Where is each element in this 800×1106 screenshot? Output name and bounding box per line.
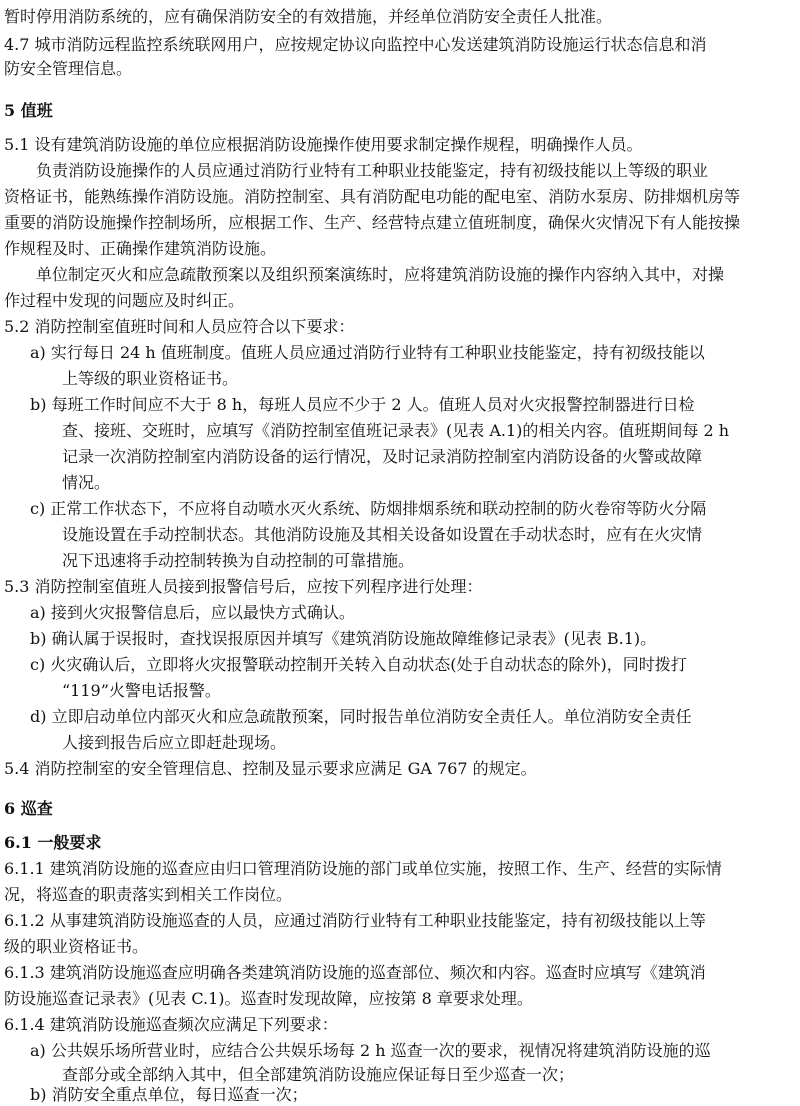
- list-item-a: a) 实行每日 24 h 值班制度。值班人员应通过消防行业特有工种职业技能鉴定，持有初级技能以: [30, 343, 705, 362]
- text-line: 记录一次消防控制室内消防设备的运行情况，及时记录消防控制室内消防设备的火警或故障: [62, 447, 703, 466]
- subsection-heading-6-1: 6.1 一般要求: [4, 833, 102, 852]
- list-item-d: d) 立即启动单位内部灭火和应急疏散预案，同时报告单位消防安全责任人。单位消防安全责任: [30, 707, 692, 726]
- clause-6-1-2: 6.1.2 从事建筑消防设施巡查的人员，应通过消防行业特有工种职业技能鉴定，持有初级技能以上等: [4, 911, 706, 930]
- clause-6-1-4: 6.1.4 建筑消防设施巡查频次应满足下列要求：: [4, 1015, 338, 1034]
- clause-4-7: 4.7 城市消防远程监控系统联网用户，应按规定协议向监控中心发送建筑消防设施运行状态信息和消: [4, 35, 707, 54]
- text-line: 查部分或全部纳入其中，但全部建筑消防设施应保证每日至少巡查一次；: [62, 1065, 575, 1084]
- text-line: 上等级的职业资格证书。: [62, 369, 239, 388]
- section-heading-5: 5 值班: [4, 101, 53, 120]
- clause-5-2: 5.2 消防控制室值班时间和人员应符合以下要求：: [4, 317, 355, 336]
- text-line: 级的职业资格证书。: [4, 937, 149, 956]
- text-line: 设施设置在手动控制状态。其他消防设施及其相关设备如设置在手动状态时，应有在火灾情: [62, 525, 703, 544]
- section-heading-6: 6 巡查: [4, 799, 53, 818]
- text-line: 防设施巡查记录表》(见表 C.1)。巡查时发现故障，应按第 8 章要求处理。: [4, 989, 533, 1008]
- text-line: 暂时停用消防系统的，应有确保消防安全的有效措施，并经单位消防安全责任人批准。: [4, 7, 613, 26]
- clause-6-1-1: 6.1.1 建筑消防设施的巡查应由归口管理消防设施的部门或单位实施，按照工作、生产、经营的实际情: [4, 859, 722, 878]
- list-item-b: b) 消防安全重点单位，每日巡查一次；: [30, 1085, 308, 1104]
- text-line: “119”火警电话报警。: [62, 681, 221, 700]
- list-item-c: c) 火灾确认后，立即将火灾报警联动控制开关转入自动状态(处于自动状态的除外)，同时拨打: [30, 655, 687, 674]
- text-line: 情况。: [62, 473, 111, 492]
- clause-5-1: 5.1 设有建筑消防设施的单位应根据消防设施操作使用要求制定操作规程，明确操作人员。: [4, 135, 643, 154]
- clause-6-1-3: 6.1.3 建筑消防设施巡查应明确各类建筑消防设施的巡查部位、频次和内容。巡查时应填写《建筑消: [4, 963, 706, 982]
- clause-5-4: 5.4 消防控制室的安全管理信息、控制及显示要求应满足 GA 767 的规定。: [4, 759, 537, 778]
- clause-5-3: 5.3 消防控制室值班人员接到报警信号后，应按下列程序进行处理：: [4, 577, 483, 596]
- text-line: 资格证书，能熟练操作消防设施。消防控制室、具有消防配电功能的配电室、消防水泵房、防排烟机房等: [4, 187, 741, 206]
- list-item-b: b) 确认属于误报时，查找误报原因并填写《建筑消防设施故障维修记录表》(见表 B.1)。: [30, 629, 657, 648]
- list-item-a: a) 公共娱乐场所营业时，应结合公共娱乐场每 2 h 巡查一次的要求，视情况将建筑消防设施的巡: [30, 1041, 711, 1060]
- list-item-c: c) 正常工作状态下，不应将自动喷水灭火系统、防烟排烟系统和联动控制的防火卷帘等防火分隔: [30, 499, 707, 518]
- text-line: 防安全管理信息。: [4, 59, 133, 78]
- text-line: 单位制定灭火和应急疏散预案以及组织预案演练时，应将建筑消防设施的操作内容纳入其中，对操: [36, 265, 725, 284]
- list-item-b: b) 每班工作时间应不大于 8 h，每班人员应不少于 2 人。值班人员对火灾报警控制器进行日检: [30, 395, 695, 414]
- text-line: 作过程中发现的问题应及时纠正。: [4, 291, 245, 310]
- text-line: 作规程及时、正确操作建筑消防设施。: [4, 239, 277, 258]
- text-line: 负责消防设施操作的人员应通过消防行业特有工种职业技能鉴定，持有初级技能以上等级的职业: [36, 161, 709, 180]
- text-line: 人接到报告后应立即赶赴现场。: [62, 733, 287, 752]
- list-item-a: a) 接到火灾报警信息后，应以最快方式确认。: [30, 603, 355, 622]
- text-line: 况下迅速将手动控制转换为自动控制的可靠措施。: [62, 551, 415, 570]
- text-line: 况，将巡查的职责落实到相关工作岗位。: [4, 885, 293, 904]
- text-line: 重要的消防设施操作控制场所，应根据工作、生产、经营特点建立值班制度，确保火灾情况下有人能按操: [4, 213, 741, 232]
- text-line: 查、接班、交班时，应填写《消防控制室值班记录表》(见表 A.1)的相关内容。值班期间每 2 h: [62, 421, 730, 440]
